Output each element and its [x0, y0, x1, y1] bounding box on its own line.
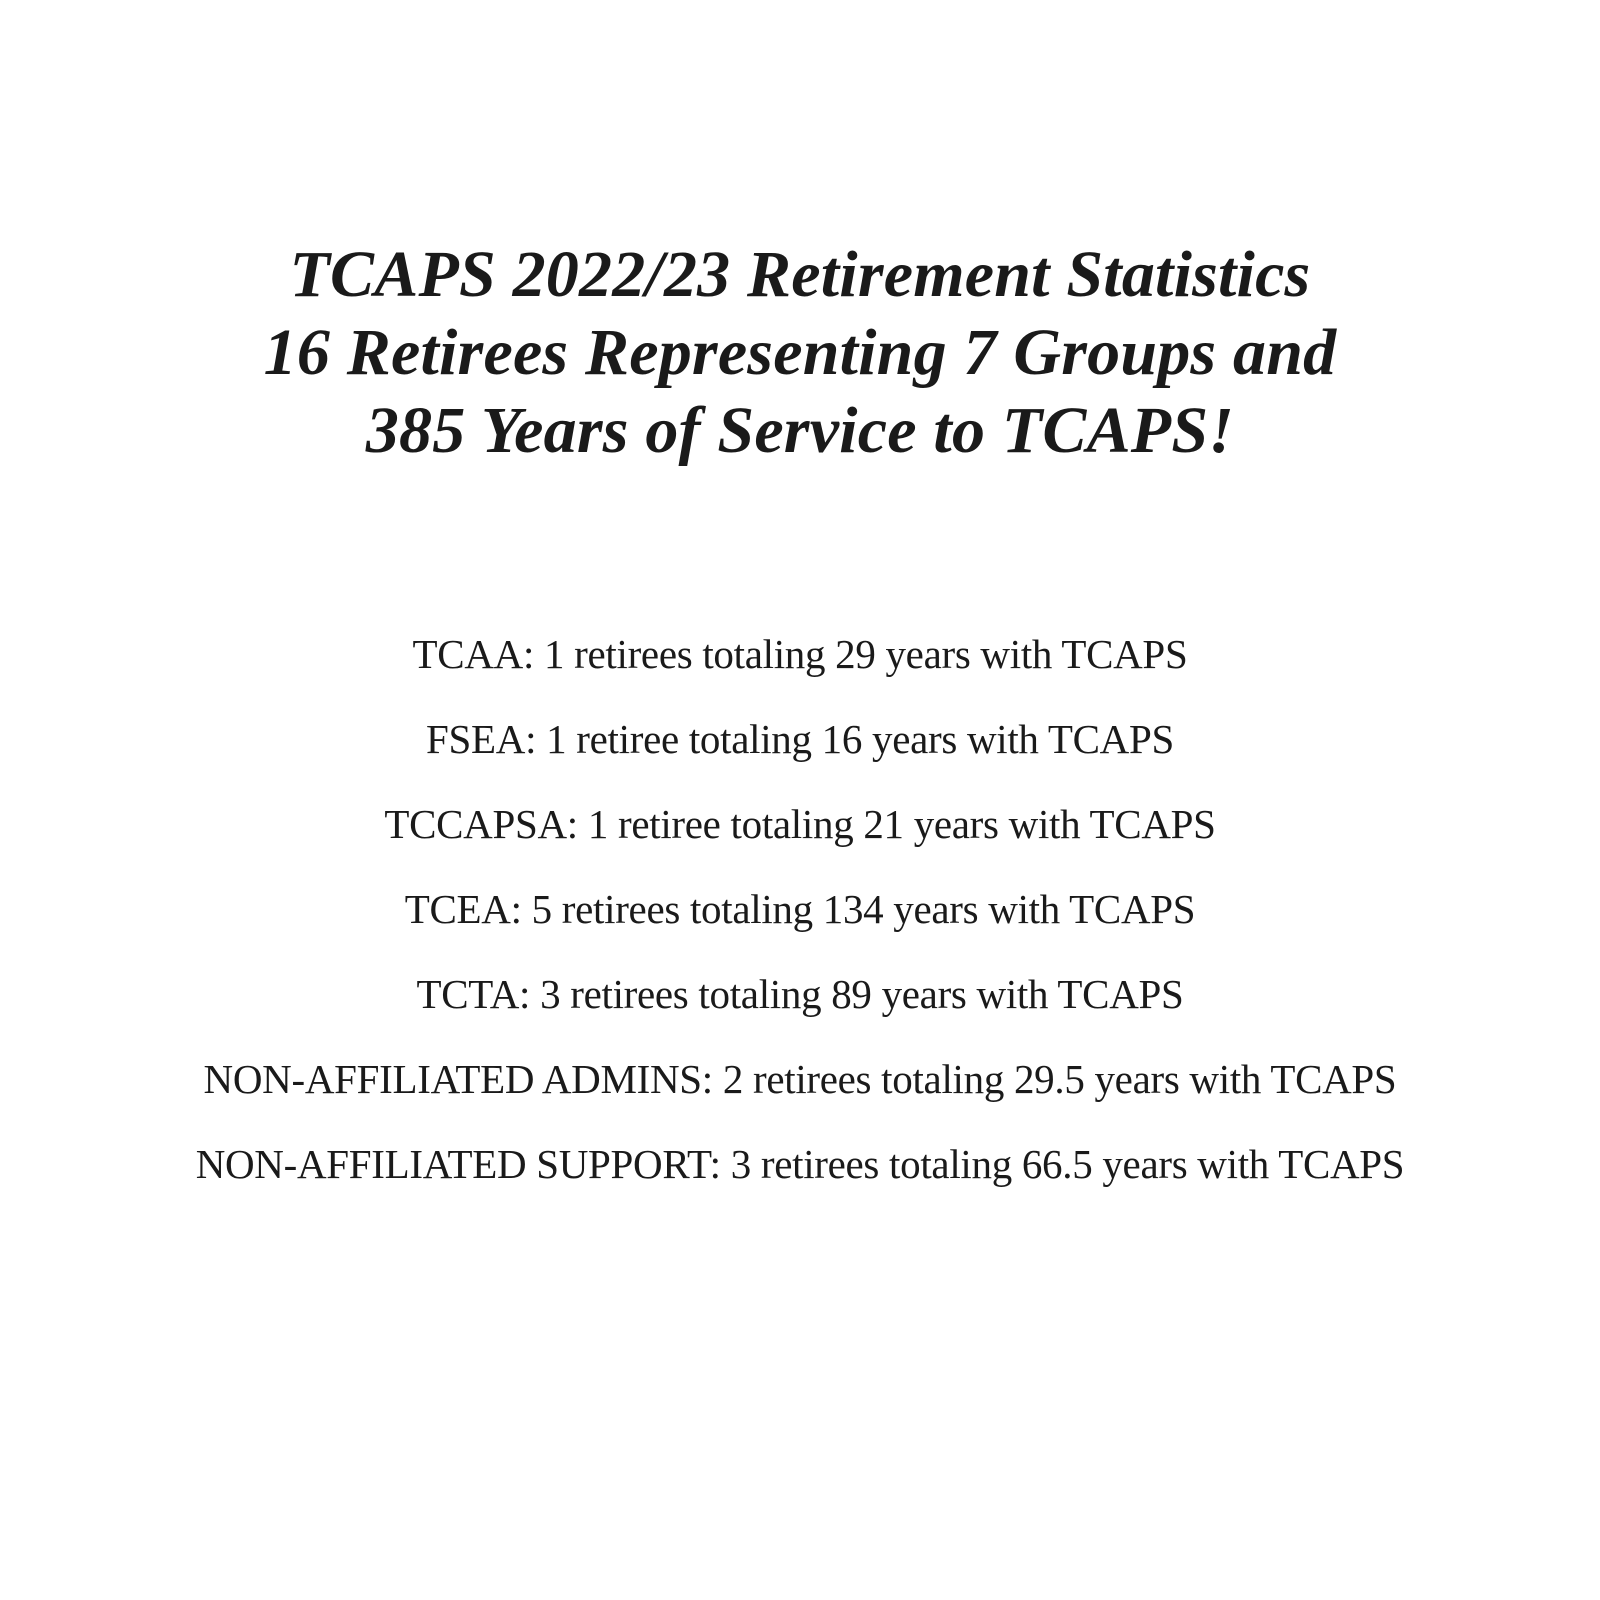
stat-line-tcea: TCEA: 5 retirees totaling 134 years with TCAPS — [404, 886, 1196, 932]
title-line-1: TCAPS 2022/23 Retirement Statistics — [289, 238, 1311, 311]
page-title — [0, 236, 1600, 470]
title-line-3: 385 Years of Service to TCAPS! — [365, 394, 1235, 467]
stat-line-tccapsa: TCCAPSA: 1 retiree totaling 21 years with TCAPS — [384, 801, 1216, 847]
stat-line-non-affiliated-support: NON-AFFILIATED SUPPORT: 3 retirees totaling 66.5 years with TCAPS — [195, 1141, 1405, 1187]
stat-line-tcaa: TCAA: 1 retirees totaling 29 years with TCAPS — [412, 631, 1188, 677]
retirement-stats-list — [0, 612, 1600, 1207]
stat-line-tcta: TCTA: 3 retirees totaling 89 years with TCAPS — [416, 971, 1184, 1017]
stat-line-fsea: FSEA: 1 retiree totaling 16 years with TCAPS — [426, 716, 1174, 762]
stat-line-non-affiliated-admins: NON-AFFILIATED ADMINS: 2 retirees totaling 29.5 years with TCAPS — [203, 1056, 1397, 1102]
title-line-2: 16 Retirees Representing 7 Groups and — [263, 316, 1337, 389]
